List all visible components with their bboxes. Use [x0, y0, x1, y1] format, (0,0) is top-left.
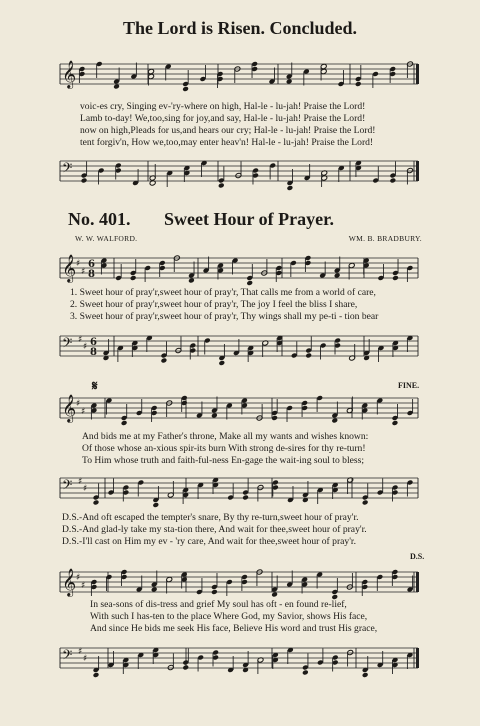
segno-mark: 𝄋 [92, 378, 98, 393]
sharp-icon: ♯ [83, 654, 88, 664]
bass-staff-1 [0, 155, 480, 195]
ds-line: D.S.-And oft escaped the tempter's snare, By thy re-turn,sweet hour of pray'r. [62, 512, 359, 523]
lyric-line: tent forgiv'n, How we,too,may enter heav'n! Hal-le - lu-jah! Praise the Lord! [80, 137, 374, 148]
bass-staff-3 [0, 472, 480, 512]
sharp-icon: ♯ [78, 647, 83, 657]
ds-line: D.S.-I'll cast on Him my ev - 'ry care, And wait for thee,sweet hour of pray'r. [62, 536, 356, 547]
treble-staff-3 [0, 392, 480, 432]
ds-label: D.S. [410, 552, 425, 561]
fine-label: FINE. [398, 381, 420, 390]
svg-text:8: 8 [90, 347, 97, 358]
sharp-icon: ♯ [81, 267, 86, 277]
lyric-line: 1. Sweet hour of pray'r,sweet hour of pray'r, That calls me from a world of care, [70, 287, 376, 298]
svg-text:6: 6 [90, 337, 97, 348]
lyric-line: And since He bids me seek His face, Believe His word and trust His grace, [90, 623, 378, 634]
lyric-line: 3. Sweet hour of pray'r,sweet hour of pray'r, Thy wings shall my pe-ti - tion bear [70, 311, 379, 322]
sharp-icon: ♯ [81, 407, 86, 417]
sharp-icon: ♯ [83, 342, 88, 352]
treble-clef-icon: 𝄞 [62, 394, 77, 422]
lyric-line: voic-es cry, Singing ev-'ry-where on high, Hal-le - lu-jah! Praise the Lord! [80, 101, 366, 112]
sharp-icon: ♯ [78, 477, 83, 487]
lyric-line: 2. Sweet hour of pray'r,sweet hour of pray'r, The joy I feel the bliss I share, [70, 299, 358, 310]
lyric-line: Lamb to-day! We,too,sing for joy,and say, Hal-le - lu-jah! Praise the Lord! [80, 113, 366, 124]
treble-clef-icon: 𝄞 [62, 254, 77, 282]
lyric-line: Of those whose an-xious spir-its burn With strong de-sires for thy re-turn! [82, 443, 366, 454]
lyric-line: And bids me at my Father's throne, Make all my wants and wishes known: [82, 431, 369, 442]
sharp-icon: ♯ [78, 335, 83, 345]
treble-staff-2 [0, 252, 480, 292]
ds-line: D.S.-And glad-ly take my sta-tion there, And wait for thee,sweet hour of pray'r. [62, 524, 367, 535]
svg-text:6: 6 [88, 259, 95, 270]
lyric-line: now on high,Pleads for us,and hears our cry; Hal-le - lu-jah! Praise the Lord! [80, 125, 376, 136]
bass-clef-icon: 𝄢 [62, 647, 73, 666]
treble-clef-icon: 𝄞 [62, 568, 77, 596]
page-title: The Lord is Risen. Concluded. [122, 18, 358, 38]
bass-clef-icon: 𝄢 [62, 160, 73, 179]
treble-staff-1 [0, 58, 480, 98]
sharp-icon: ♯ [76, 399, 81, 409]
sharp-icon: ♯ [76, 573, 81, 583]
hymn-number: No. 401. [68, 209, 131, 229]
treble-clef-icon: 𝄞 [62, 60, 77, 88]
sharp-icon: ♯ [83, 484, 88, 494]
lyric-line: In sea-sons of dis-tress and grief My soul has oft - en found re-lief, [90, 599, 347, 610]
lyric-line: To Him whose truth and faith-ful-ness En-gage the wait-ing soul to bless; [82, 455, 365, 466]
composer-credit: WM. B. BRADBURY. [348, 234, 422, 243]
bass-clef-icon: 𝄢 [62, 335, 73, 354]
sharp-icon: ♯ [76, 259, 81, 269]
svg-text:8: 8 [88, 269, 95, 280]
bass-staff-4 [0, 642, 480, 682]
lyricist-credit: W. W. WALFORD. [75, 234, 138, 243]
bass-staff-2 [0, 330, 480, 370]
hymn-title: Sweet Hour of Prayer. [164, 209, 334, 229]
sharp-icon: ♯ [81, 581, 86, 591]
bass-clef-icon: 𝄢 [62, 477, 73, 496]
lyric-line: With such I has-ten to the place Where God, my Savior, shows His face, [90, 611, 368, 622]
